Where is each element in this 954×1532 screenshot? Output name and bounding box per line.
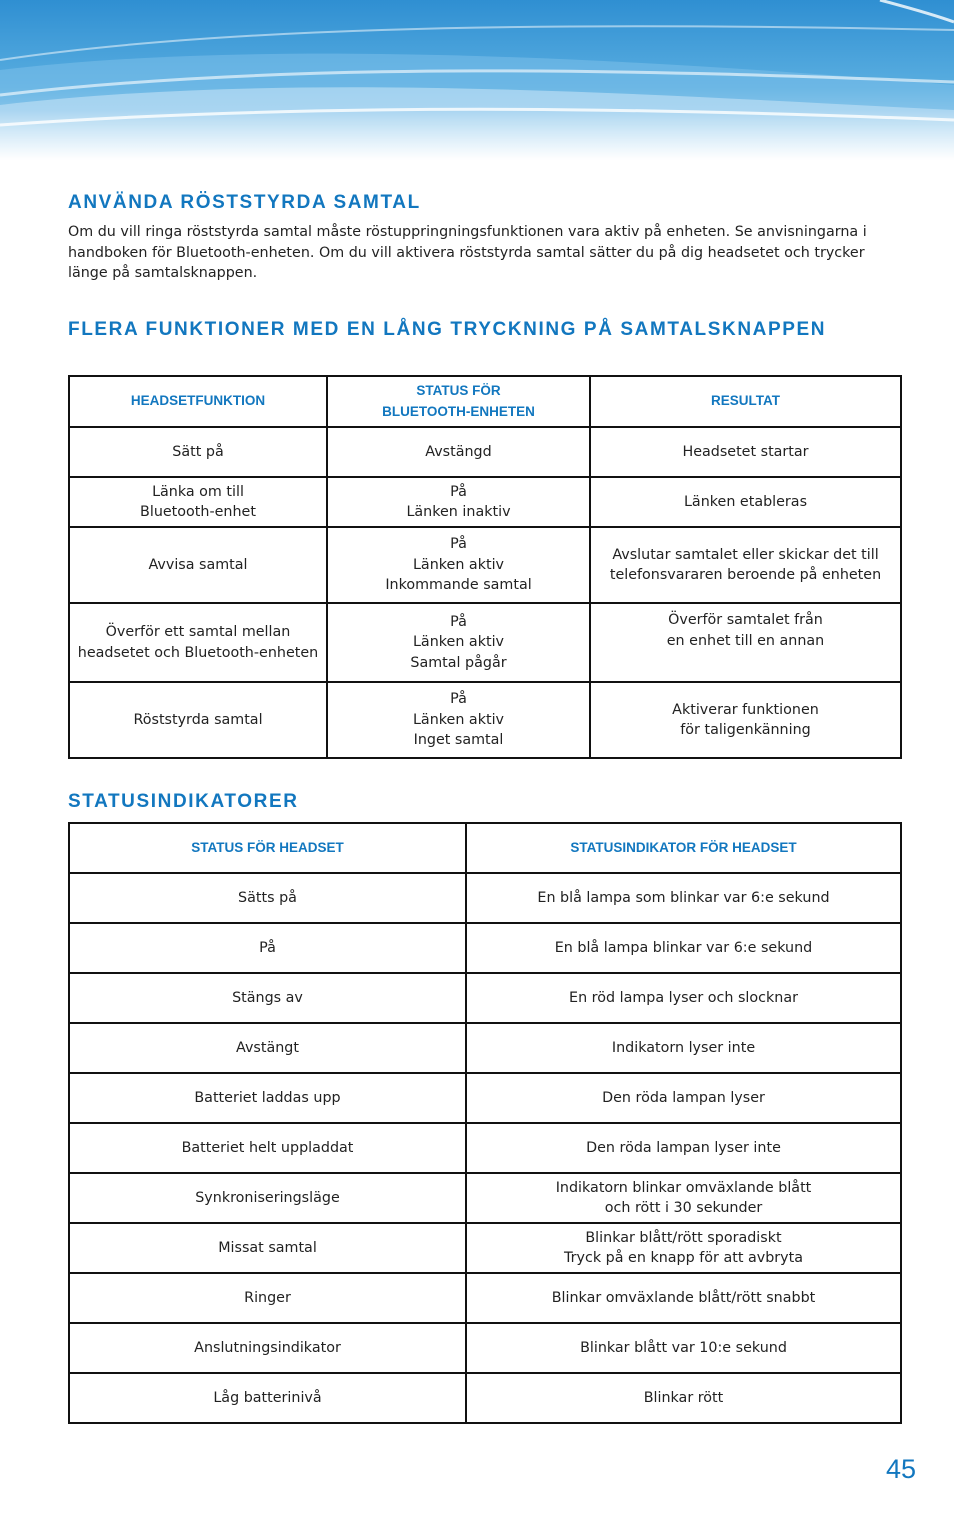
table-cell: Sätts på — [69, 873, 466, 923]
table-cell: Batteriet helt uppladdat — [69, 1123, 466, 1173]
table-cell: Blinkar rött — [466, 1373, 901, 1423]
table-cell: Avstängt — [69, 1023, 466, 1073]
table-row — [69, 1023, 901, 1073]
table-cell: Batteriet laddas upp — [69, 1073, 466, 1123]
table-cell: Överför samtalet från en enhet till en annan — [590, 603, 901, 682]
table-cell: Stängs av — [69, 973, 466, 1023]
page-number: 45 — [885, 1454, 916, 1484]
table-cell: Avstängd — [327, 427, 590, 477]
table-cell: Aktiverar funktionen för taligenkänning — [590, 682, 901, 758]
table-header-row — [69, 376, 901, 427]
table-cell: På — [69, 923, 466, 973]
voice-calls-paragraph: Om du vill ringa röststyrda samtal måste röstuppringningsfunktionen vara aktiv på enheten. Se anvisningarna i handboken för Bluetooth-enheten. Om du vill aktivera röststyrda samtal sätter du på dig headsetet och trycker länge på samtalsknappen. — [68, 224, 867, 281]
table-cell: En blå lampa blinkar var 6:e sekund — [466, 923, 901, 973]
voice-calls-heading: ANVÄNDA RÖSTSTYRDA SAMTAL — [68, 192, 421, 213]
wave-banner-graphic — [0, 0, 954, 160]
table-cell: Låg batterinivå — [69, 1373, 466, 1423]
table-cell: Röststyrda samtal — [69, 682, 327, 758]
table-cell: På Länken inaktiv — [327, 477, 590, 527]
header-banner — [0, 0, 954, 160]
column-header-headset-status: STATUS FÖR HEADSET — [69, 823, 466, 873]
table-cell: Missat samtal — [69, 1223, 466, 1273]
status-indicators-heading: STATUSINDIKATORER — [68, 791, 299, 812]
table-cell: Anslutningsindikator — [69, 1323, 466, 1373]
table-row — [69, 527, 901, 603]
long-press-functions-table — [68, 375, 902, 759]
table-row — [69, 1223, 901, 1273]
table-header-row — [69, 823, 901, 873]
table-cell: En blå lampa som blinkar var 6:e sekund — [466, 873, 901, 923]
column-header-bluetooth-status: STATUS FÖR BLUETOOTH-ENHETEN — [327, 376, 590, 427]
table-row — [69, 427, 901, 477]
long-press-functions-heading: FLERA FUNKTIONER MED EN LÅNG TRYCKNING PÅ SAMTALSKNAPPEN — [68, 319, 827, 340]
table-row — [69, 1173, 901, 1223]
table-cell: Synkroniseringsläge — [69, 1173, 466, 1223]
table-row — [69, 873, 901, 923]
table-row — [69, 1323, 901, 1373]
table-cell: Den röda lampan lyser — [466, 1073, 901, 1123]
table-cell: Indikatorn lyser inte — [466, 1023, 901, 1073]
table-row — [69, 682, 901, 758]
table-row — [69, 923, 901, 973]
table-cell: Indikatorn blinkar omväxlande blått och rött i 30 sekunder — [466, 1173, 901, 1223]
table-row — [69, 603, 901, 682]
column-header-headset-indicator: STATUSINDIKATOR FÖR HEADSET — [466, 823, 901, 873]
table-cell: Överför ett samtal mellan headsetet och Bluetooth-enheten — [69, 603, 327, 682]
table-row — [69, 1073, 901, 1123]
table-cell: Blinkar omväxlande blått/rött snabbt — [466, 1273, 901, 1323]
table-cell: Länken etableras — [590, 477, 901, 527]
table-cell: Ringer — [69, 1273, 466, 1323]
table-cell: Avvisa samtal — [69, 527, 327, 603]
table-row — [69, 1373, 901, 1423]
table-cell: Den röda lampan lyser inte — [466, 1123, 901, 1173]
status-indicators-table — [68, 822, 902, 1424]
table-cell: En röd lampa lyser och slocknar — [466, 973, 901, 1023]
table-cell: Sätt på — [69, 427, 327, 477]
column-header-headset-function: HEADSETFUNKTION — [69, 376, 327, 427]
table-cell: På Länken aktiv Inget samtal — [327, 682, 590, 758]
table-cell: På Länken aktiv Inkommande samtal — [327, 527, 590, 603]
table-cell: Avslutar samtalet eller skickar det till telefonsvararen beroende på enheten — [590, 527, 901, 603]
table-cell: På Länken aktiv Samtal pågår — [327, 603, 590, 682]
table-row — [69, 973, 901, 1023]
table-row — [69, 477, 901, 527]
table-row — [69, 1273, 901, 1323]
table-cell: Blinkar blått var 10:e sekund — [466, 1323, 901, 1373]
table-cell: Länka om till Bluetooth-enhet — [69, 477, 327, 527]
column-header-result: RESULTAT — [590, 376, 901, 427]
table-cell: Headsetet startar — [590, 427, 901, 477]
table-row — [69, 1123, 901, 1173]
table-cell: Blinkar blått/rött sporadiskt Tryck på en knapp för att avbryta — [466, 1223, 901, 1273]
